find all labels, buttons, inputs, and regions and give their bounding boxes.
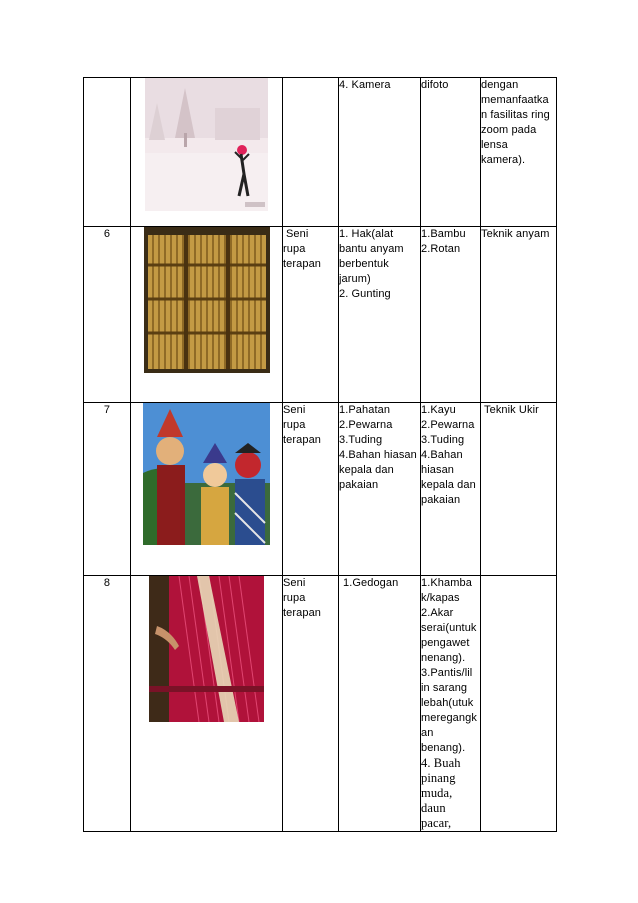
tools-line: pakaian xyxy=(339,479,379,491)
category-line: terapan xyxy=(283,258,322,270)
category-cell xyxy=(283,576,339,832)
materials-line: pengawet xyxy=(421,637,470,649)
category-line: terapan xyxy=(283,434,322,446)
snow-photo-icon xyxy=(145,78,268,211)
image-cell xyxy=(131,227,283,403)
materials-line: difoto xyxy=(421,79,449,91)
materials-line: serai(untuk xyxy=(421,622,477,634)
materials-line: pacar, xyxy=(421,816,452,830)
materials-line: pinang xyxy=(421,771,456,785)
tools-line: 3.Tuding xyxy=(339,434,383,446)
tools-cell xyxy=(339,78,421,227)
materials-line: 1.Kayu xyxy=(421,404,456,416)
materials-line: 3.Pantis/lil xyxy=(421,667,473,679)
weaving-loom-icon xyxy=(149,576,264,722)
table-row xyxy=(84,78,557,227)
materials-line: 3.Tuding xyxy=(421,434,465,446)
technique-cell xyxy=(481,227,557,403)
image-cell xyxy=(131,78,283,227)
materials-line: lebah(utuk xyxy=(421,697,474,709)
row-number: 6 xyxy=(84,227,131,403)
technique-line: n fasilitas ring xyxy=(481,109,550,121)
materials-line: benang). xyxy=(421,742,466,754)
technique-line: memanfaatka xyxy=(481,94,549,106)
tools-line: bantu anyam xyxy=(339,243,404,255)
materials-line: kepala dan xyxy=(421,479,476,491)
category-line: rupa xyxy=(283,419,306,431)
tools-line: 2. Gunting xyxy=(339,288,391,300)
technique-line: Teknik anyam xyxy=(481,228,550,240)
tools-cell xyxy=(339,576,421,832)
tools-line: 4.Bahan hiasan xyxy=(339,449,417,461)
category-cell xyxy=(283,227,339,403)
category-line: terapan xyxy=(283,607,322,619)
materials-line: 1.Bambu xyxy=(421,228,466,240)
tools-line: 2.Pewarna xyxy=(339,419,393,431)
materials-line: meregangk xyxy=(421,712,477,724)
tools-line: 4. Kamera xyxy=(339,79,391,91)
materials-line: pakaian xyxy=(421,494,461,506)
image-cell xyxy=(131,576,283,832)
tools-line: 1. Hak(alat xyxy=(339,228,394,240)
technique-cell xyxy=(481,78,557,227)
materials-line: muda, xyxy=(421,786,453,800)
technique-line: lensa xyxy=(481,139,508,151)
wayang-puppets-icon xyxy=(143,403,270,545)
technique-line: dengan xyxy=(481,79,519,91)
materials-cell xyxy=(421,227,481,403)
materials-line: 2.Akar xyxy=(421,607,454,619)
tools-line: 1.Pahatan xyxy=(339,404,391,416)
tools-line: berbentuk xyxy=(339,258,389,270)
tools-line: jarum) xyxy=(339,273,371,285)
tools-line: 1.Gedogan xyxy=(343,577,399,589)
materials-line: 2.Pewarna xyxy=(421,419,475,431)
row-number xyxy=(84,78,131,227)
image-cell xyxy=(131,403,283,576)
art-materials-table xyxy=(83,77,557,832)
technique-cell xyxy=(481,403,557,576)
materials-line: nenang). xyxy=(421,652,466,664)
materials-line: daun xyxy=(421,801,446,815)
row-number: 8 xyxy=(84,576,131,832)
materials-line: 2.Rotan xyxy=(421,243,461,255)
table-row xyxy=(84,403,557,576)
technique-cell xyxy=(481,576,557,832)
category-cell xyxy=(283,403,339,576)
category-line: Seni xyxy=(283,404,306,416)
category-line: rupa xyxy=(283,592,306,604)
materials-line: 4. Buah xyxy=(421,756,461,770)
category-line: rupa xyxy=(283,243,306,255)
tools-line: kepala dan xyxy=(339,464,394,476)
materials-cell xyxy=(421,403,481,576)
category-line: Seni xyxy=(283,577,306,589)
technique-line: Teknik Ukir xyxy=(484,404,539,416)
tools-cell xyxy=(339,227,421,403)
table-row xyxy=(84,576,557,832)
category-cell xyxy=(283,78,339,227)
materials-line: in sarang xyxy=(421,682,468,694)
bamboo-screen-icon xyxy=(144,227,270,373)
materials-cell xyxy=(421,576,481,832)
materials-line: k/kapas xyxy=(421,592,460,604)
technique-line: kamera). xyxy=(481,154,526,166)
category-line: Seni xyxy=(286,228,309,240)
table-row xyxy=(84,227,557,403)
tools-cell xyxy=(339,403,421,576)
materials-line: 4.Bahan xyxy=(421,449,463,461)
materials-line: hiasan xyxy=(421,464,455,476)
materials-line: 1.Khamba xyxy=(421,577,472,589)
row-number: 7 xyxy=(84,403,131,576)
materials-line: an xyxy=(421,727,434,739)
materials-cell xyxy=(421,78,481,227)
technique-line: zoom pada xyxy=(481,124,537,136)
